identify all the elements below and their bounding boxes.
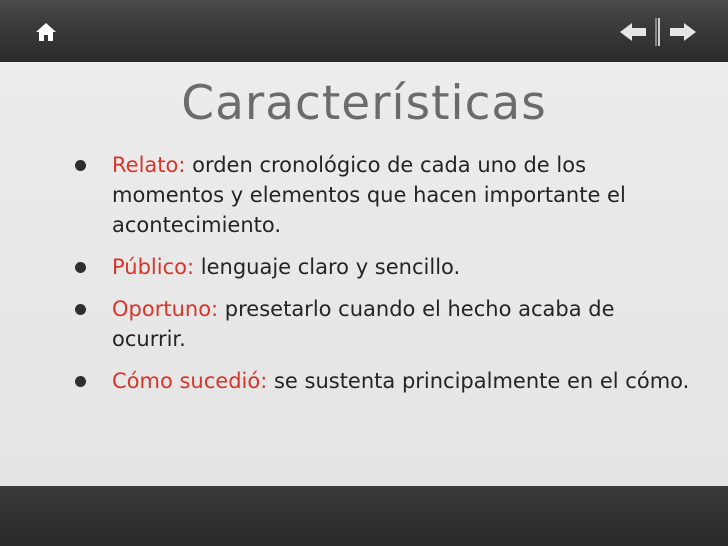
bullet-term: Público: xyxy=(112,255,195,279)
slide-title: Características xyxy=(181,76,547,131)
bullet-dot xyxy=(75,376,86,387)
bullet-item xyxy=(72,252,692,282)
home-button[interactable] xyxy=(34,20,58,44)
top-toolbar xyxy=(0,0,728,63)
bullet-text: lenguaje claro y sencillo. xyxy=(194,255,461,279)
bullet-item xyxy=(72,366,692,396)
slide xyxy=(0,62,728,486)
bullet-text: presetarlo cuando el hecho acaba de ocurrir. xyxy=(112,297,615,351)
bullet-term: Oportuno: xyxy=(112,297,219,321)
bullet-list xyxy=(72,150,692,408)
previous-slide-button[interactable] xyxy=(618,18,648,46)
arrow-left-icon xyxy=(618,18,648,46)
nav-divider xyxy=(655,18,661,46)
bottom-bar xyxy=(0,486,728,546)
bullet-term: Cómo sucedió: xyxy=(112,369,268,393)
bullet-dot xyxy=(75,304,86,315)
slide-navigation xyxy=(618,18,698,46)
bullet-item xyxy=(72,150,692,240)
bullet-text: se sustenta principalmente en el cómo. xyxy=(267,369,690,393)
next-slide-button[interactable] xyxy=(668,18,698,46)
bullet-term: Relato: xyxy=(112,153,186,177)
home-icon xyxy=(34,20,58,44)
bullet-item xyxy=(72,294,692,354)
bullet-text: orden cronológico de cada uno de los momentos y elementos que hacen importante el acontecimiento. xyxy=(112,153,626,237)
bullet-dot xyxy=(75,262,86,273)
arrow-right-icon xyxy=(668,18,698,46)
bullet-dot xyxy=(75,160,86,171)
